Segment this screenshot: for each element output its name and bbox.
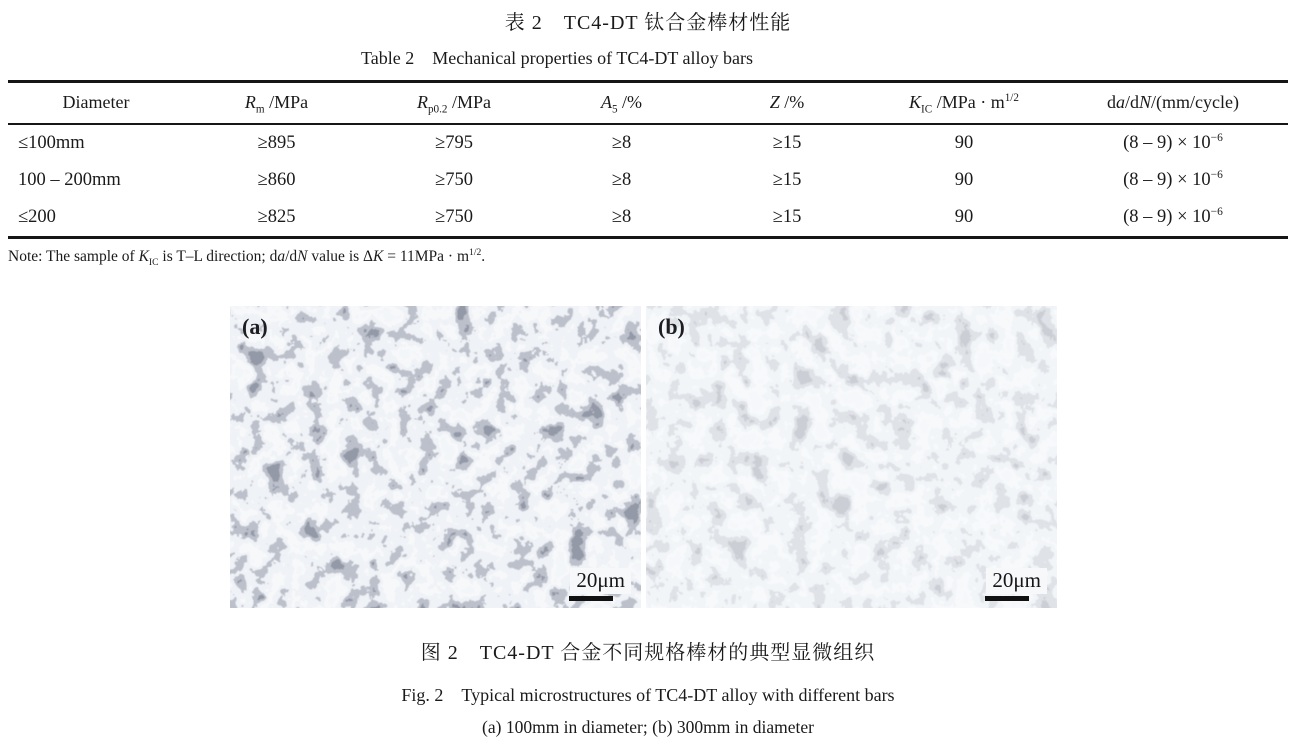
table-row [8,162,1288,200]
column-header-a5: $A_5$ /% [539,82,704,124]
table-cell: ≥795 [435,132,473,153]
column-header-diameter: Diameter [8,82,184,124]
table-cell: ≤200 [18,207,56,228]
table-note: Note: The sample of $K_{IC}$ is T–L direction; da/dN value is $\Delta K = 11MPa \cdot m^{1/2}$. [8,246,486,269]
figure-caption-zh: 图 2 TC4-DT 合金不同规格棒材的典型显微组织 [420,642,876,664]
panel-label-a: (a) [242,314,268,339]
table-cell: ≥750 [435,207,473,228]
table-cell: ≥895 [257,132,296,153]
figure-2 [230,306,1057,608]
panel-label-b: (b) [658,314,685,339]
table-cell: ≥8 [611,132,632,153]
column-header-z: Z /% [704,82,870,124]
column-header-rp02: $R_{p0.2}$ /MPa [369,82,539,124]
scale-bar [985,596,1029,601]
table-cell: ≥8 [611,170,632,190]
figure-caption-en: Fig. 2 Typical microstructures of TC4-DT alloy with different bars [401,685,895,705]
table-cell: ≤100mm [18,132,85,153]
table-row [8,124,1288,162]
table-cell: $(8 - 9) \times 10^{-6}$ [1123,206,1223,228]
table-cell: ≥750 [435,170,473,190]
table-cell: ≥15 [772,132,802,153]
table-cell: 90 [954,207,974,228]
table-cell: 100 – 200mm [18,170,121,190]
table-cell: $(8 - 9) \times 10^{-6}$ [1123,168,1223,190]
column-header-dadn: da/dN/(mm/cycle) [1058,82,1288,124]
scale-label: 20μm [986,568,1047,594]
table-cell: 90 [954,132,974,153]
table-cell: ≥825 [257,207,296,228]
scale-label: 20μm [570,568,631,594]
table-cell: 90 [954,170,974,190]
column-header-kic: $K_{IC}$ $/MPa \cdot m^{1/2}$ [870,82,1058,124]
table-caption-en: Table 2 Mechanical properties of TC4-DT alloy bars [361,48,753,68]
micrograph-texture-a [230,306,641,608]
table-cell: ≥860 [257,170,296,190]
micrograph-panel-a [230,306,641,608]
figure-caption-sub: (a) 100mm in diameter; (b) 300mm in diameter [482,717,814,737]
table-cell: ≥15 [772,170,802,190]
micrograph-panel-b [646,306,1057,608]
mechanical-properties-table [8,80,1288,239]
table-cell: $(8 - 9) \times 10^{-6}$ [1123,131,1223,153]
micrograph-texture-b [646,306,1057,608]
table-cell: ≥15 [772,207,802,228]
table-caption-zh: 表 2 TC4-DT 钛合金棒材性能 [504,12,792,34]
table-cell: ≥8 [611,207,632,228]
scale-bar [569,596,613,601]
table-header-row [8,82,1288,124]
table-row [8,200,1288,238]
column-header-rm: $R_m$ /MPa [184,82,369,124]
